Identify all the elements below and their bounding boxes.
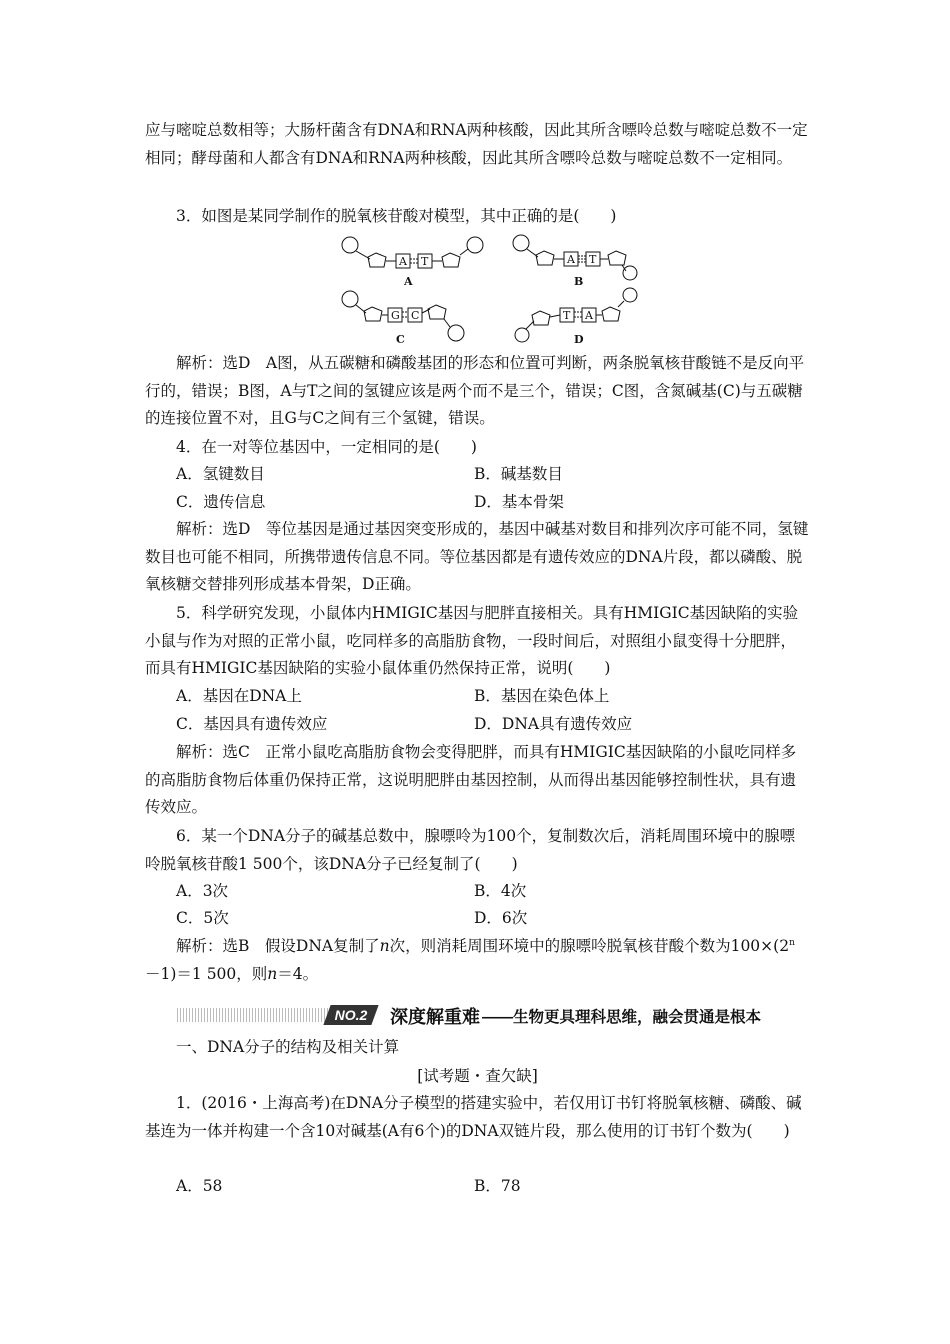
banner-hatch (177, 1008, 329, 1022)
q5-option-d: D．DNA具有遗传效应 (474, 715, 633, 733)
q4-option-b: B．碱基数目 (474, 465, 563, 483)
q5-option-a: A．基因在DNA上 (176, 687, 302, 705)
s1-q1-option-a: A．58 (176, 1177, 223, 1195)
model-d (515, 288, 637, 345)
model-b (513, 235, 637, 288)
model-c-label: C (396, 333, 405, 345)
q5-option-c: C．基因具有遗传效应 (176, 715, 328, 733)
s1-q1-stem: 1．(2016・上海高考)在DNA分子模型的搭建实验中，若仅用订书钉将脱氧核糖、磷酸、碱基连为一体并构建一个含10对碱基(A有6个)的DNA双链片段，那么使用的订书钉个数为( ) (145, 1094, 802, 1140)
model-b-label: B (574, 275, 584, 288)
model-d-left-base: T (563, 309, 571, 322)
model-b-right-base: T (589, 253, 597, 266)
q5-stem: 5．科学研究发现，小鼠体内HMIGIC基因与肥胖直接相关。具有HMIGIC基因缺陷的实验小鼠与作为对照的正常小鼠，吃同样多的高脂肪食物，一段时间后，对照组小鼠变得十分肥胖，而具有HMIGIC基因缺陷的实验小鼠体重仍然保持正常，说明( ) (145, 604, 799, 678)
q5-option-b: B．基因在染色体上 (474, 687, 610, 705)
q2-analysis-tail: 应与嘧啶总数相等；大肠杆菌含有DNA和RNA两种核酸，因此其所含嘌呤总数与嘧啶总数不一定相同；酵母菌和人都含有DNA和RNA两种核酸，因此其所含嘌呤总数与嘧啶总数不一定相同。 (145, 121, 808, 167)
q6-option-b: B．4次 (474, 882, 527, 900)
q6-analysis: 解析：选B 假设DNA复制了n次，则消耗周围环境中的腺嘌呤脱氧核苷酸个数为$100\times(2^n-1)=1$ 500，则n＝4。 (145, 937, 795, 983)
s1-q1-option-b: B．78 (474, 1177, 521, 1195)
section-banner (177, 1005, 827, 1027)
model-a (342, 237, 483, 288)
section-subheading: [试考题・查欠缺] (417, 1067, 538, 1085)
q6-option-a: A．3次 (176, 882, 229, 900)
q4-option-c: C．遗传信息 (176, 493, 266, 511)
q4-option-d: D．基本骨架 (474, 493, 564, 511)
banner-title: 深度解重难 (390, 1007, 480, 1027)
q6-stem: 6．某一个DNA分子的碱基总数中，腺嘌呤为100个，复制数次后，消耗周围环境中的腺嘌呤脱氧核苷酸1 500个，该DNA分子已经复制了( ) (145, 827, 796, 873)
q3-stem: 3．如图是某同学制作的脱氧核苷酸对模型，其中正确的是( ) (176, 207, 617, 225)
model-c-right-base: C (411, 309, 420, 322)
model-a-left-base: A (399, 255, 407, 268)
model-c-left-base: G (391, 309, 400, 322)
model-d-label: D (574, 333, 584, 345)
q3-analysis: 解析：选D A图，从五碳糖和磷酸基团的形态和位置可判断，两条脱氧核苷酸链不是反向平行的，错误；B图，A与T之间的氢键应该是两个而不是三个，错误；C图，含氮碱基(C)与五碳糖的连接位置不对，且G与C之间有三个氢键，错误。 (145, 354, 805, 428)
banner-badge: NO.2 (323, 1005, 378, 1025)
q6-option-d: D．6次 (474, 909, 528, 927)
nucleotide-pair-figure (338, 233, 638, 345)
model-b-left-base: A (567, 253, 575, 266)
model-c (342, 291, 464, 345)
q5-analysis: 解析：选C 正常小鼠吃高脂肪食物会变得肥胖，而具有HMIGIC基因缺陷的小鼠吃同样多的高脂肪食物后体重仍保持正常，这说明肥胖由基因控制，从而得出基因能够控制性状，具有遗传效应。 (145, 743, 797, 817)
q4-option-a: A．氢键数目 (176, 465, 265, 483)
q4-stem: 4．在一对等位基因中，一定相同的是( ) (176, 438, 477, 456)
q4-analysis: 解析：选D 等位基因是通过基因突变形成的，基因中碱基对数目和排列次序可能不同，氢键数目也可能不相同，所携带遗传信息不同。等位基因都是有遗传效应的DNA片段，都以磷酸、脱氧核糖交替排列形成基本骨架，D正确。 (145, 520, 809, 594)
section-heading: 一、DNA分子的结构及相关计算 (176, 1038, 400, 1056)
model-a-label: A (404, 275, 413, 288)
banner-subtitle: ——生物更具理科思维，融会贯通是根本 (482, 1009, 762, 1026)
model-a-right-base: T (421, 255, 429, 268)
q6-option-c: C．5次 (176, 909, 229, 927)
model-d-right-base: A (585, 309, 593, 322)
